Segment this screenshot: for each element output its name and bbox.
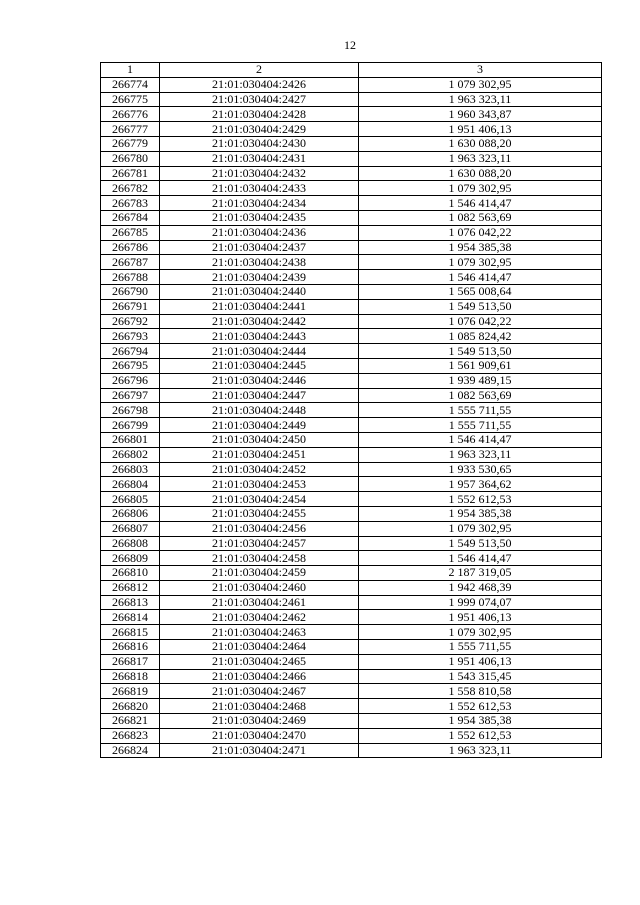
table-row: [101, 610, 602, 625]
cadastral-number-cell: 21:01:030404:2435: [160, 210, 359, 225]
record-number-cell: 266812: [101, 580, 160, 595]
value-cell: 1 954 385,38: [359, 240, 602, 255]
cadastral-number-cell: 21:01:030404:2467: [160, 684, 359, 699]
table-row: [101, 580, 602, 595]
cadastral-number-cell: 21:01:030404:2457: [160, 536, 359, 551]
record-number-cell: 266804: [101, 477, 160, 492]
page-number: 12: [344, 38, 356, 52]
record-number-cell: 266774: [101, 77, 160, 92]
value-cell: 1 951 406,13: [359, 610, 602, 625]
record-number-cell: 266802: [101, 447, 160, 462]
value-cell: 1 549 513,50: [359, 536, 602, 551]
cadastral-number-cell: 21:01:030404:2439: [160, 270, 359, 285]
record-number-cell: 266794: [101, 344, 160, 359]
table-row: [101, 536, 602, 551]
record-number-cell: 266796: [101, 373, 160, 388]
record-number-cell: 266795: [101, 358, 160, 373]
table-row: [101, 136, 602, 151]
record-number-cell: 266809: [101, 551, 160, 566]
table-row: [101, 669, 602, 684]
registry-table: [100, 62, 602, 758]
table-row: [101, 299, 602, 314]
record-number-cell: 266798: [101, 403, 160, 418]
record-number-cell: 266815: [101, 625, 160, 640]
value-cell: 1 561 909,61: [359, 358, 602, 373]
table-row: [101, 225, 602, 240]
table-row: [101, 344, 602, 359]
table-row: [101, 284, 602, 299]
table-row: [101, 640, 602, 655]
header-row: [101, 63, 602, 78]
record-number-cell: 266775: [101, 92, 160, 107]
value-cell: 1 963 323,11: [359, 92, 602, 107]
record-number-cell: 266823: [101, 728, 160, 743]
record-number-cell: 266821: [101, 714, 160, 729]
table-row: [101, 566, 602, 581]
table-row: [101, 403, 602, 418]
record-number-cell: 266792: [101, 314, 160, 329]
cadastral-number-cell: 21:01:030404:2444: [160, 344, 359, 359]
record-number-cell: 266806: [101, 506, 160, 521]
table-row: [101, 255, 602, 270]
value-cell: 1 954 385,38: [359, 506, 602, 521]
table-row: [101, 314, 602, 329]
table-row: [101, 743, 602, 758]
table-row: [101, 506, 602, 521]
cadastral-number-cell: 21:01:030404:2448: [160, 403, 359, 418]
cadastral-number-cell: 21:01:030404:2464: [160, 640, 359, 655]
value-cell: 1 951 406,13: [359, 122, 602, 137]
column-header-1: 1: [101, 63, 160, 78]
value-cell: 1 552 612,53: [359, 728, 602, 743]
table-row: [101, 699, 602, 714]
record-number-cell: 266808: [101, 536, 160, 551]
cadastral-number-cell: 21:01:030404:2433: [160, 181, 359, 196]
cadastral-number-cell: 21:01:030404:2456: [160, 521, 359, 536]
cadastral-number-cell: 21:01:030404:2440: [160, 284, 359, 299]
table-row: [101, 714, 602, 729]
value-cell: 1 546 414,47: [359, 432, 602, 447]
table-row: [101, 270, 602, 285]
record-number-cell: 266813: [101, 595, 160, 610]
table-row: [101, 654, 602, 669]
cadastral-number-cell: 21:01:030404:2451: [160, 447, 359, 462]
record-number-cell: 266818: [101, 669, 160, 684]
cadastral-number-cell: 21:01:030404:2470: [160, 728, 359, 743]
table-row: [101, 684, 602, 699]
record-number-cell: 266791: [101, 299, 160, 314]
table-row: [101, 477, 602, 492]
record-number-cell: 266819: [101, 684, 160, 699]
record-number-cell: 266780: [101, 151, 160, 166]
table-header: [101, 63, 602, 78]
record-number-cell: 266785: [101, 225, 160, 240]
table-row: [101, 329, 602, 344]
value-cell: 1 549 513,50: [359, 299, 602, 314]
value-cell: 1 630 088,20: [359, 136, 602, 151]
record-number-cell: 266803: [101, 462, 160, 477]
table-row: [101, 625, 602, 640]
table-row: [101, 151, 602, 166]
cadastral-number-cell: 21:01:030404:2426: [160, 77, 359, 92]
value-cell: 1 546 414,47: [359, 551, 602, 566]
table-row: [101, 595, 602, 610]
record-number-cell: 266777: [101, 122, 160, 137]
cadastral-number-cell: 21:01:030404:2446: [160, 373, 359, 388]
value-cell: 1 079 302,95: [359, 625, 602, 640]
value-cell: 1 555 711,55: [359, 403, 602, 418]
record-number-cell: 266793: [101, 329, 160, 344]
table-row: [101, 492, 602, 507]
value-cell: 1 546 414,47: [359, 196, 602, 211]
cadastral-number-cell: 21:01:030404:2427: [160, 92, 359, 107]
value-cell: 1 999 074,07: [359, 595, 602, 610]
table-row: [101, 92, 602, 107]
value-cell: 1 546 414,47: [359, 270, 602, 285]
record-number-cell: 266814: [101, 610, 160, 625]
cadastral-number-cell: 21:01:030404:2436: [160, 225, 359, 240]
cadastral-number-cell: 21:01:030404:2450: [160, 432, 359, 447]
record-number-cell: 266779: [101, 136, 160, 151]
cadastral-number-cell: 21:01:030404:2461: [160, 595, 359, 610]
record-number-cell: 266807: [101, 521, 160, 536]
table-row: [101, 166, 602, 181]
value-cell: 1 558 810,58: [359, 684, 602, 699]
value-cell: 1 942 468,39: [359, 580, 602, 595]
cadastral-number-cell: 21:01:030404:2454: [160, 492, 359, 507]
cadastral-number-cell: 21:01:030404:2429: [160, 122, 359, 137]
cadastral-number-cell: 21:01:030404:2465: [160, 654, 359, 669]
value-cell: 1 079 302,95: [359, 77, 602, 92]
value-cell: 1 552 612,53: [359, 492, 602, 507]
cadastral-number-cell: 21:01:030404:2442: [160, 314, 359, 329]
value-cell: 1 555 711,55: [359, 418, 602, 433]
table-row: [101, 77, 602, 92]
cadastral-number-cell: 21:01:030404:2447: [160, 388, 359, 403]
cadastral-number-cell: 21:01:030404:2437: [160, 240, 359, 255]
record-number-cell: 266824: [101, 743, 160, 758]
record-number-cell: 266817: [101, 654, 160, 669]
value-cell: 1 079 302,95: [359, 521, 602, 536]
cadastral-number-cell: 21:01:030404:2458: [160, 551, 359, 566]
cadastral-number-cell: 21:01:030404:2452: [160, 462, 359, 477]
value-cell: 1 963 323,11: [359, 151, 602, 166]
table-row: [101, 551, 602, 566]
table-row: [101, 432, 602, 447]
cadastral-number-cell: 21:01:030404:2430: [160, 136, 359, 151]
value-cell: 1 076 042,22: [359, 225, 602, 240]
table-row: [101, 181, 602, 196]
value-cell: 1 555 711,55: [359, 640, 602, 655]
cadastral-number-cell: 21:01:030404:2431: [160, 151, 359, 166]
cadastral-number-cell: 21:01:030404:2441: [160, 299, 359, 314]
cadastral-number-cell: 21:01:030404:2469: [160, 714, 359, 729]
value-cell: 1 951 406,13: [359, 654, 602, 669]
table-row: [101, 447, 602, 462]
column-header-3: 3: [359, 63, 602, 78]
table-row: [101, 418, 602, 433]
table-row: [101, 373, 602, 388]
column-header-2: 2: [160, 63, 359, 78]
value-cell: 1 954 385,38: [359, 714, 602, 729]
record-number-cell: 266797: [101, 388, 160, 403]
cadastral-number-cell: 21:01:030404:2443: [160, 329, 359, 344]
record-number-cell: 266783: [101, 196, 160, 211]
cadastral-number-cell: 21:01:030404:2463: [160, 625, 359, 640]
cadastral-number-cell: 21:01:030404:2460: [160, 580, 359, 595]
value-cell: 1 543 315,45: [359, 669, 602, 684]
record-number-cell: 266790: [101, 284, 160, 299]
table-row: [101, 388, 602, 403]
cadastral-number-cell: 21:01:030404:2455: [160, 506, 359, 521]
record-number-cell: 266805: [101, 492, 160, 507]
cadastral-number-cell: 21:01:030404:2466: [160, 669, 359, 684]
cadastral-number-cell: 21:01:030404:2468: [160, 699, 359, 714]
record-number-cell: 266786: [101, 240, 160, 255]
record-number-cell: 266810: [101, 566, 160, 581]
table-row: [101, 521, 602, 536]
value-cell: 1 082 563,69: [359, 388, 602, 403]
value-cell: 1 552 612,53: [359, 699, 602, 714]
table-row: [101, 358, 602, 373]
table-row: [101, 728, 602, 743]
value-cell: 1 076 042,22: [359, 314, 602, 329]
cadastral-number-cell: 21:01:030404:2438: [160, 255, 359, 270]
value-cell: 1 079 302,95: [359, 181, 602, 196]
record-number-cell: 266799: [101, 418, 160, 433]
cadastral-number-cell: 21:01:030404:2471: [160, 743, 359, 758]
value-cell: 1 079 302,95: [359, 255, 602, 270]
value-cell: 1 082 563,69: [359, 210, 602, 225]
record-number-cell: 266801: [101, 432, 160, 447]
value-cell: 1 549 513,50: [359, 344, 602, 359]
value-cell: 1 630 088,20: [359, 166, 602, 181]
cadastral-number-cell: 21:01:030404:2462: [160, 610, 359, 625]
record-number-cell: 266816: [101, 640, 160, 655]
table-row: [101, 240, 602, 255]
record-number-cell: 266776: [101, 107, 160, 122]
record-number-cell: 266784: [101, 210, 160, 225]
cadastral-number-cell: 21:01:030404:2459: [160, 566, 359, 581]
value-cell: 1 565 008,64: [359, 284, 602, 299]
table-row: [101, 122, 602, 137]
table-row: [101, 196, 602, 211]
table-row: [101, 107, 602, 122]
cadastral-number-cell: 21:01:030404:2445: [160, 358, 359, 373]
value-cell: 1 939 489,15: [359, 373, 602, 388]
table-row: [101, 462, 602, 477]
cadastral-number-cell: 21:01:030404:2434: [160, 196, 359, 211]
cadastral-number-cell: 21:01:030404:2432: [160, 166, 359, 181]
value-cell: 1 957 364,62: [359, 477, 602, 492]
cadastral-number-cell: 21:01:030404:2449: [160, 418, 359, 433]
record-number-cell: 266782: [101, 181, 160, 196]
value-cell: 1 933 530,65: [359, 462, 602, 477]
value-cell: 1 960 343,87: [359, 107, 602, 122]
table-row: [101, 210, 602, 225]
record-number-cell: 266788: [101, 270, 160, 285]
value-cell: 1 085 824,42: [359, 329, 602, 344]
record-number-cell: 266781: [101, 166, 160, 181]
table-body: [101, 77, 602, 758]
value-cell: 1 963 323,11: [359, 447, 602, 462]
record-number-cell: 266787: [101, 255, 160, 270]
value-cell: 1 963 323,11: [359, 743, 602, 758]
cadastral-number-cell: 21:01:030404:2453: [160, 477, 359, 492]
cadastral-number-cell: 21:01:030404:2428: [160, 107, 359, 122]
value-cell: 2 187 319,05: [359, 566, 602, 581]
record-number-cell: 266820: [101, 699, 160, 714]
